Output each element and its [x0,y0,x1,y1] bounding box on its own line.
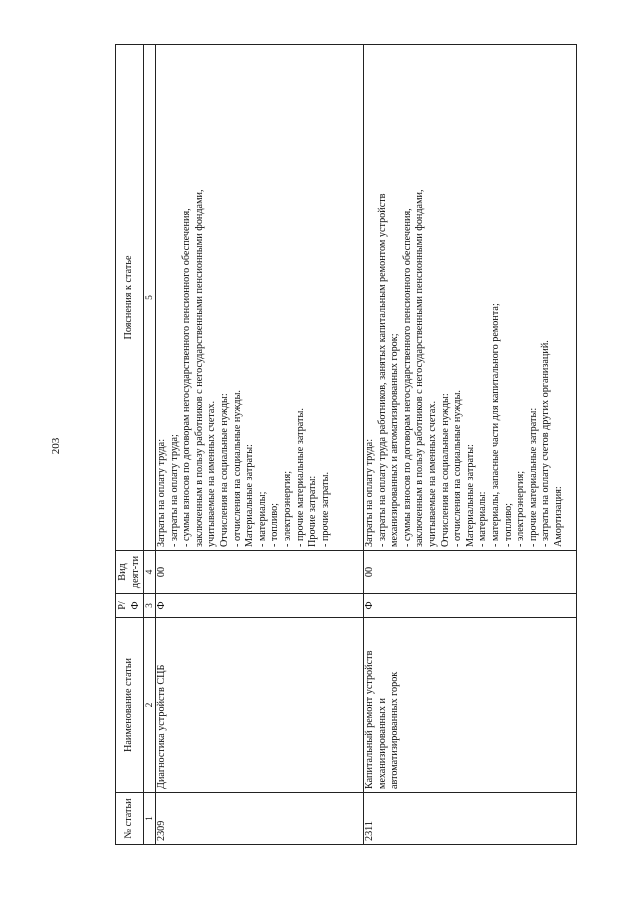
explanation-line: - затраты на оплату счетов других организаций. [540,340,552,547]
explanation-line: Отчисления на социальные нужды: [218,393,230,547]
explanation-line: - топливо; [269,502,281,547]
column-number: 3 [144,594,156,618]
explanation-line: - электроэнергия; [515,470,527,547]
explanation-line: учитываемые на именных счетах. [206,400,218,547]
article-name: Капитальный ремонт устройств механизированных и автоматизированных горок [364,618,577,793]
explanation-line: Отчисления на социальные нужды: [439,393,451,547]
cost-items-table [115,44,577,845]
explanation-line: учитываемые на именных счетах. [426,400,438,547]
explanation-line: Затраты на оплату труда: [364,438,375,547]
column-number: 1 [144,793,156,845]
explanation-line: Материальные затраты: [244,444,256,547]
column-number-row [144,45,156,845]
explanation-line: Амортизация: [552,486,564,547]
table-row [364,45,577,845]
article-explanation [156,45,364,551]
header-activity-type: Вид деят-ти [116,551,144,594]
article-number: 2311 [364,793,577,845]
table-row [156,45,364,845]
explanation-line: - затраты на оплату труда; [168,434,180,547]
header-rf: Р/ Ф [116,594,144,618]
header-row [116,45,144,845]
explanation-line: - прочие материальные затраты. [294,408,306,547]
document-table-container [115,45,605,845]
column-number: 5 [144,45,156,551]
explanation-line: - прочие затраты. [319,471,331,547]
header-article-number: № статьи [116,793,144,845]
explanation-line: - суммы взносов по договорам негосударственного пенсионного обеспечения, [181,208,193,547]
explanation-line: - отчисления на социальные нужды. [231,390,243,547]
activity-value: 00 [156,551,364,594]
explanation-line: - прочие материальные затраты: [527,407,539,547]
explanation-line: заключенным в пользу работников с негосударственными пенсионными фондами, [414,189,426,547]
explanation-line: механизированных и автоматизированных горок; [389,333,401,547]
activity-value: 00 [364,551,577,594]
column-number: 2 [144,618,156,793]
article-name: Диагностика устройств СЦБ [156,618,364,793]
explanation-line: - суммы взносов по договорам негосударственного пенсионного обеспечения, [401,208,413,547]
explanation-line: - отчисления на социальные нужды. [452,390,464,547]
explanation-line: - электроэнергия; [281,470,293,547]
explanation-line: Материальные затраты: [464,444,476,547]
explanation-line: - затраты на оплату труда работников, занятых капитальным ремонтом устройств [376,193,388,547]
rf-value: Ф [364,594,577,618]
explanation-line: - материалы: [477,491,489,547]
rf-value: Ф [156,594,364,618]
explanation-line: Затраты на оплату труда: [156,438,167,547]
page-number: 203 [50,437,62,455]
explanation-line: Прочие затраты: [307,475,319,547]
explanation-line: - материалы, запасные части для капитального ремонта; [489,303,501,547]
header-article-name: Наименование статьи [116,618,144,793]
column-number: 4 [144,551,156,594]
explanation-line: - топливо; [502,502,514,547]
explanation-line: заключенным в пользу работников с негосударственными пенсионными фондами, [193,189,205,547]
article-number: 2309 [156,793,364,845]
header-explanation: Пояснения к статье [116,45,144,551]
article-explanation [364,45,577,551]
explanation-line: - материалы; [256,491,268,547]
